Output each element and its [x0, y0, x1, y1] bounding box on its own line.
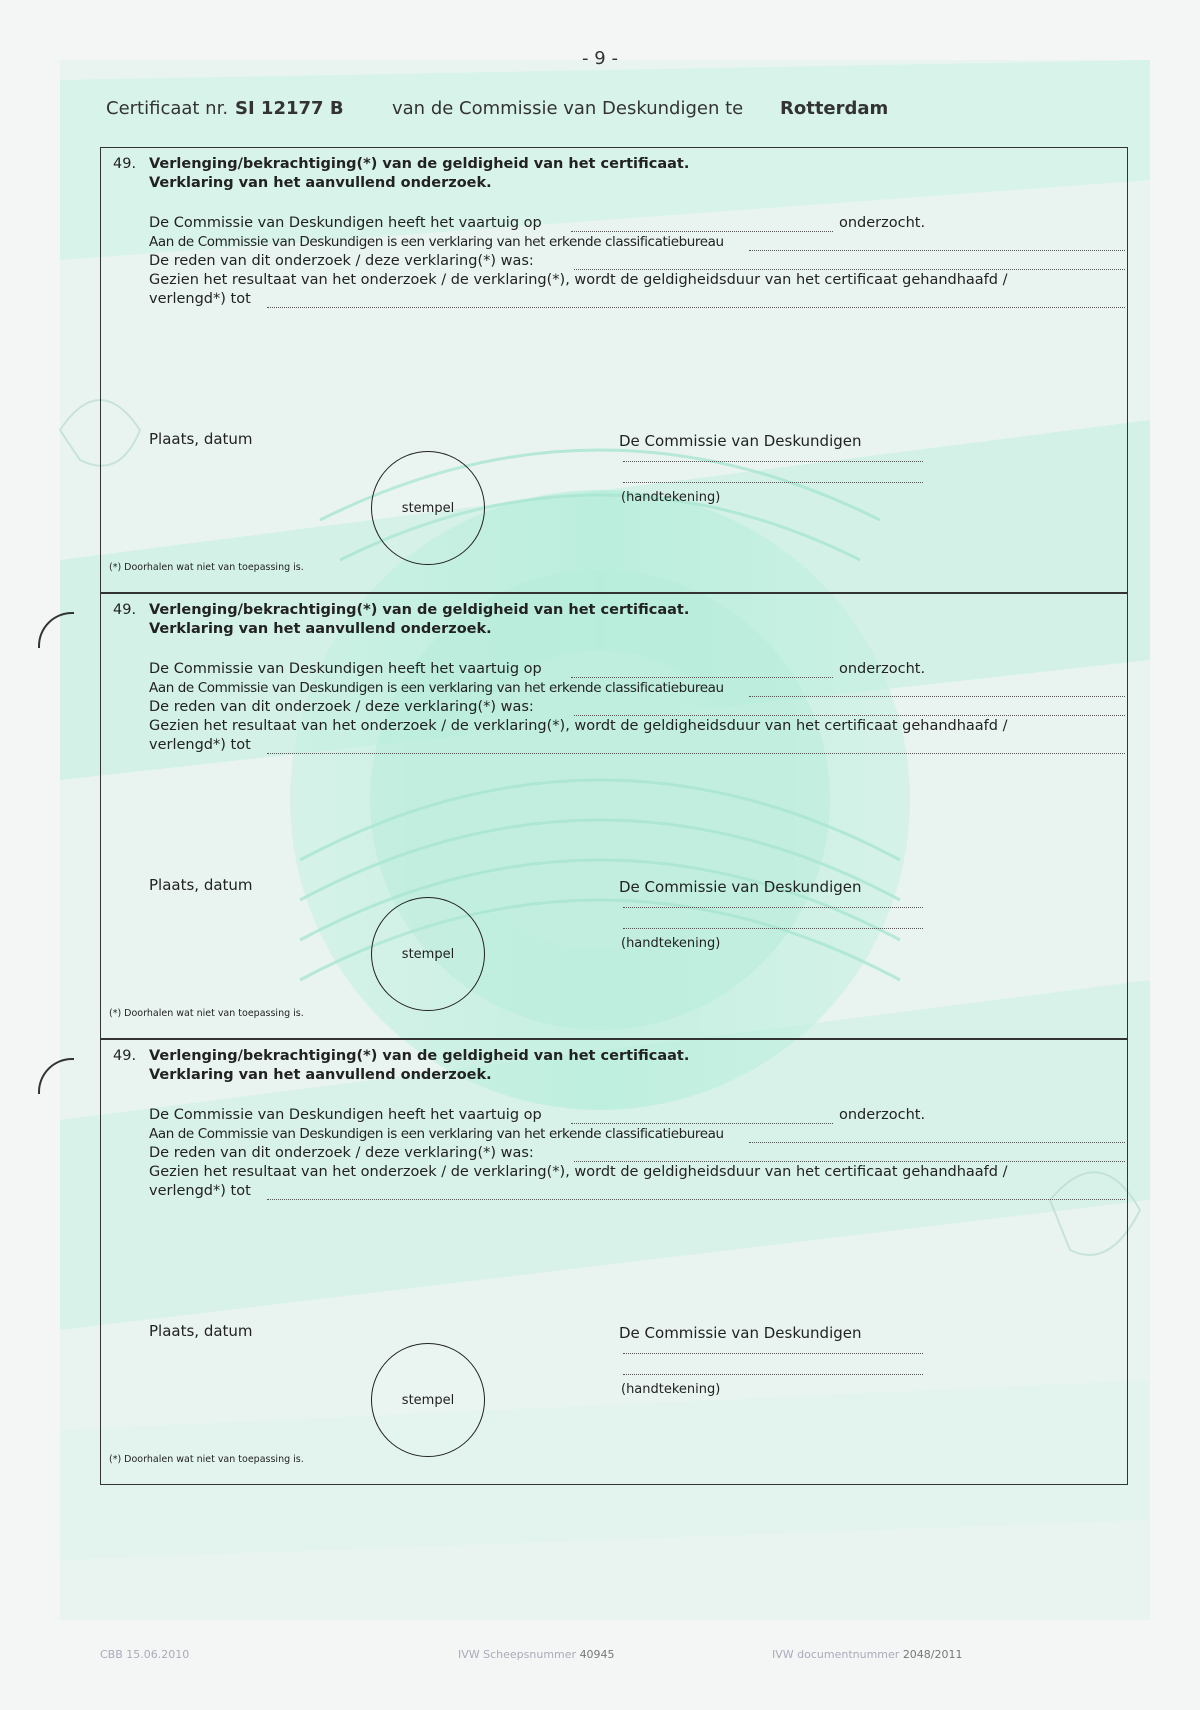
footer-ship-number — [458, 1648, 615, 1661]
reason-label: De reden van dit onderzoek / deze verklaring(*) was: — [149, 253, 534, 269]
classification-statement-label: Aan de Commissie van Deskundigen is een verklaring van het erkende classificatiebureau — [149, 680, 724, 696]
footnote: (*) Doorhalen wat niet van toepassing is. — [109, 1454, 304, 1465]
section-number: 49. — [113, 602, 137, 618]
signature-line[interactable] — [623, 1353, 923, 1354]
certificate-label: Certificaat nr. — [106, 98, 229, 119]
inspection-date-label: De Commissie van Deskundigen heeft het vaartuig op — [149, 661, 542, 677]
place-date-label: Plaats, datum — [149, 876, 253, 894]
signature-line[interactable] — [623, 907, 923, 908]
classification-statement-line[interactable] — [149, 1126, 1125, 1146]
page-number: - 9 - — [582, 48, 618, 69]
place-date-label: Plaats, datum — [149, 430, 253, 448]
footer-document-number — [772, 1648, 963, 1661]
extended-until-line[interactable] — [149, 737, 1125, 757]
section-subtitle: Verklaring van het aanvullend onderzoek. — [149, 175, 492, 191]
committee-signature-label: De Commissie van Deskundigen — [619, 1324, 862, 1342]
section-subtitle: Verklaring van het aanvullend onderzoek. — [149, 621, 492, 637]
stamp-label: stempel — [401, 500, 455, 516]
section-title: Verlenging/bekrachtiging(*) van de geldigheid van het certificaat. — [149, 1048, 690, 1064]
committee-signature-label: De Commissie van Deskundigen — [619, 432, 862, 450]
footnote: (*) Doorhalen wat niet van toepassing is. — [109, 1008, 304, 1019]
stamp-circle — [371, 897, 485, 1011]
document-number-value: 2048/2011 — [902, 1648, 963, 1661]
validity-text: Gezien het resultaat van het onderzoek / de verklaring(*), wordt de geldigheidsduur van het certificaat gehandhaafd / — [149, 1164, 1008, 1180]
footer-form-code: CBB 15.06.2010 — [100, 1648, 190, 1661]
signature-line[interactable] — [623, 482, 923, 483]
place-date-label: Plaats, datum — [149, 1322, 253, 1340]
committee-signature-label: De Commissie van Deskundigen — [619, 878, 862, 896]
section-number: 49. — [113, 1048, 137, 1064]
stamp-label: stempel — [401, 1392, 455, 1408]
reason-line[interactable] — [149, 699, 1125, 719]
stamp-circle — [371, 451, 485, 565]
validity-text: Gezien het resultaat van het onderzoek / de verklaring(*), wordt de geldigheidsduur van het certificaat gehandhaafd / — [149, 272, 1008, 288]
section-number: 49. — [113, 156, 137, 172]
signature-line[interactable] — [623, 461, 923, 462]
stamp-circle — [371, 1343, 485, 1457]
committee-location-label: van de Commissie van Deskundigen te — [392, 98, 744, 119]
signature-caption: (handtekening) — [621, 936, 721, 951]
inspection-date-label: De Commissie van Deskundigen heeft het vaartuig op — [149, 215, 542, 231]
ship-number-value: 40945 — [579, 1648, 615, 1661]
reason-label: De reden van dit onderzoek / deze verklaring(*) was: — [149, 699, 534, 715]
committee-city: Rotterdam — [780, 98, 889, 119]
renewal-section-2 — [100, 593, 1128, 1039]
extended-until-line[interactable] — [149, 291, 1125, 311]
section-title: Verlenging/bekrachtiging(*) van de geldigheid van het certificaat. — [149, 602, 690, 618]
extended-until-label: verlengd*) tot — [149, 1183, 251, 1199]
reason-label: De reden van dit onderzoek / deze verklaring(*) was: — [149, 1145, 534, 1161]
ship-number-label: IVW Scheepsnummer — [458, 1648, 577, 1661]
reason-line[interactable] — [149, 253, 1125, 273]
signature-line[interactable] — [623, 1374, 923, 1375]
signature-caption: (handtekening) — [621, 490, 721, 505]
reason-line[interactable] — [149, 1145, 1125, 1165]
signature-line[interactable] — [623, 928, 923, 929]
classification-statement-label: Aan de Commissie van Deskundigen is een verklaring van het erkende classificatiebureau — [149, 234, 724, 250]
renewal-section-3 — [100, 1039, 1128, 1485]
validity-text: Gezien het resultaat van het onderzoek / de verklaring(*), wordt de geldigheidsduur van het certificaat gehandhaafd / — [149, 718, 1008, 734]
extended-until-line[interactable] — [149, 1183, 1125, 1203]
inspection-end-label: onderzocht. — [839, 661, 926, 677]
classification-statement-line[interactable] — [149, 680, 1125, 700]
footnote: (*) Doorhalen wat niet van toepassing is. — [109, 562, 304, 573]
certificate-number: SI 12177 B — [235, 98, 344, 119]
document-number-label: IVW documentnummer — [772, 1648, 900, 1661]
inspection-end-label: onderzocht. — [839, 215, 926, 231]
inspection-date-line[interactable] — [149, 215, 1125, 235]
classification-statement-line[interactable] — [149, 234, 1125, 254]
inspection-end-label: onderzocht. — [839, 1107, 926, 1123]
stamp-label: stempel — [401, 946, 455, 962]
section-subtitle: Verklaring van het aanvullend onderzoek. — [149, 1067, 492, 1083]
certificate-header — [106, 98, 1106, 124]
inspection-date-line[interactable] — [149, 661, 1125, 681]
classification-statement-label: Aan de Commissie van Deskundigen is een verklaring van het erkende classificatiebureau — [149, 1126, 724, 1142]
section-title: Verlenging/bekrachtiging(*) van de geldigheid van het certificaat. — [149, 156, 690, 172]
extended-until-label: verlengd*) tot — [149, 737, 251, 753]
extended-until-label: verlengd*) tot — [149, 291, 251, 307]
inspection-date-label: De Commissie van Deskundigen heeft het vaartuig op — [149, 1107, 542, 1123]
inspection-date-line[interactable] — [149, 1107, 1125, 1127]
signature-caption: (handtekening) — [621, 1382, 721, 1397]
renewal-section-1 — [100, 147, 1128, 593]
